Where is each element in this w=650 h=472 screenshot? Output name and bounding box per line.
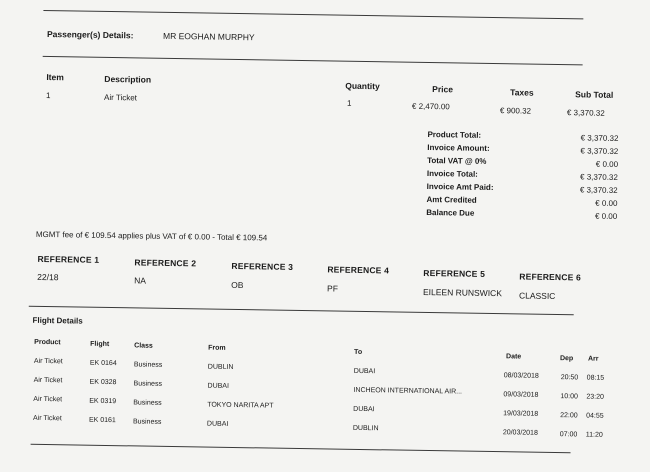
totals-label: Invoice Amount: [427, 142, 490, 153]
flight-dep: 07:00 [559, 431, 578, 439]
flight-col-dep: Dep [559, 355, 574, 363]
totals-value: € 0.00 [595, 159, 619, 169]
flight-class: Business [133, 399, 162, 407]
reference-label: REFERENCE 3 [231, 260, 294, 272]
top-rule [43, 10, 583, 19]
totals-value: € 3,370.32 [579, 172, 618, 182]
reference-value: CLASSIC [518, 290, 556, 302]
flight-number: EK 0161 [88, 416, 116, 425]
totals-label: Amt Credited [426, 194, 477, 205]
row-item: 1 [46, 90, 51, 101]
reference-label: REFERENCE 6 [519, 271, 582, 283]
col-item-header: Item [46, 71, 64, 83]
flight-class: Business [133, 361, 163, 369]
flight-date: 20/03/2018 [502, 429, 538, 437]
passenger-rule [43, 56, 583, 65]
reference-value: EILEEN RUNSWICK [422, 286, 502, 299]
row-description: Air Ticket [103, 92, 138, 103]
totals-value: € 3,370.32 [580, 146, 619, 156]
totals-value: € 0.00 [594, 211, 618, 221]
flight-product: Air Ticket [33, 376, 63, 385]
totals-label: Invoice Total: [426, 168, 478, 179]
reference-value: OB [231, 279, 244, 291]
flight-date: 19/03/2018 [503, 410, 539, 418]
totals-label: Invoice Amt Paid: [426, 181, 494, 193]
totals-label: Balance Due [426, 207, 475, 218]
reference-value: NA [134, 275, 147, 286]
totals-value: € 3,370.32 [580, 133, 619, 143]
col-quantity-header: Quantity [345, 80, 380, 92]
reference-value: 22/18 [37, 271, 59, 283]
totals-label: Total VAT @ 0% [427, 155, 487, 166]
flight-product: Air Ticket [32, 414, 62, 423]
flight-dep: 10:00 [560, 393, 578, 401]
flight-date: 08/03/2018 [503, 372, 539, 380]
bottom-rule [31, 444, 571, 453]
flight-dep: 20:50 [560, 374, 579, 382]
flight-col-flight: Flight [90, 340, 110, 349]
flight-col-class: Class [134, 342, 153, 350]
flight-top-rule [29, 306, 574, 316]
flight-to: DUBAI [353, 367, 376, 376]
row-price: € 2,470.00 [411, 101, 450, 112]
col-description-header: Description [104, 73, 152, 85]
flight-col-product: Product [34, 338, 61, 347]
passenger-name: MR EOGHAN MURPHY [162, 30, 255, 43]
flight-product: Air Ticket [33, 395, 63, 404]
flight-number: EK 0164 [89, 359, 117, 368]
col-subtotal-header: Sub Total [575, 89, 614, 100]
row-taxes: € 900.32 [499, 106, 532, 116]
col-price-header: Price [432, 84, 454, 95]
reference-label: REFERENCE 5 [423, 267, 486, 279]
flight-date: 09/03/2018 [503, 391, 539, 399]
flight-to: INCHEON INTERNATIONAL AIR... [353, 386, 463, 396]
flight-arr: 23:20 [586, 393, 604, 401]
flight-arr: 08:15 [586, 374, 605, 382]
row-quantity: 1 [346, 98, 352, 108]
reference-label: REFERENCE 4 [327, 264, 390, 276]
flight-col-arr: Arr [587, 355, 599, 363]
flight-product: Air Ticket [33, 357, 63, 366]
passenger-label: Passenger(s) Details: [46, 29, 134, 41]
flight-from: DUBAI [206, 420, 229, 428]
flight-to: DUBAI [353, 405, 375, 414]
flight-details-title: Flight Details [32, 315, 83, 326]
col-taxes-header: Taxes [510, 87, 534, 98]
flight-number: EK 0328 [89, 378, 117, 387]
totals-label: Product Total: [427, 129, 482, 140]
flight-from: TOKYO NARITA APT [207, 401, 274, 410]
flight-dep: 22:00 [560, 412, 578, 420]
flight-number: EK 0319 [89, 397, 117, 406]
flight-from: DUBAI [207, 382, 229, 390]
mgmt-fee-note: MGMT fee of € 109.54 applies plus VAT of € 0.00 - Total € 109.54 [35, 229, 268, 243]
totals-value: € 0.00 [595, 198, 618, 208]
reference-label: REFERENCE 2 [134, 257, 197, 269]
reference-label: REFERENCE 1 [37, 253, 100, 265]
flight-class: Business [133, 380, 163, 388]
flight-from: DUBLIN [207, 363, 234, 371]
flight-arr: 11:20 [585, 431, 603, 439]
flight-col-to: To [354, 348, 363, 356]
reference-value: PF [327, 283, 339, 294]
flight-arr: 04:55 [586, 412, 604, 420]
flight-to: DUBLIN [352, 424, 379, 433]
flight-col-date: Date [505, 353, 522, 361]
totals-value: € 3,370.32 [579, 185, 618, 195]
flight-class: Business [132, 418, 162, 426]
flight-col-from: From [208, 344, 226, 352]
row-subtotal: € 3,370.32 [566, 108, 605, 118]
